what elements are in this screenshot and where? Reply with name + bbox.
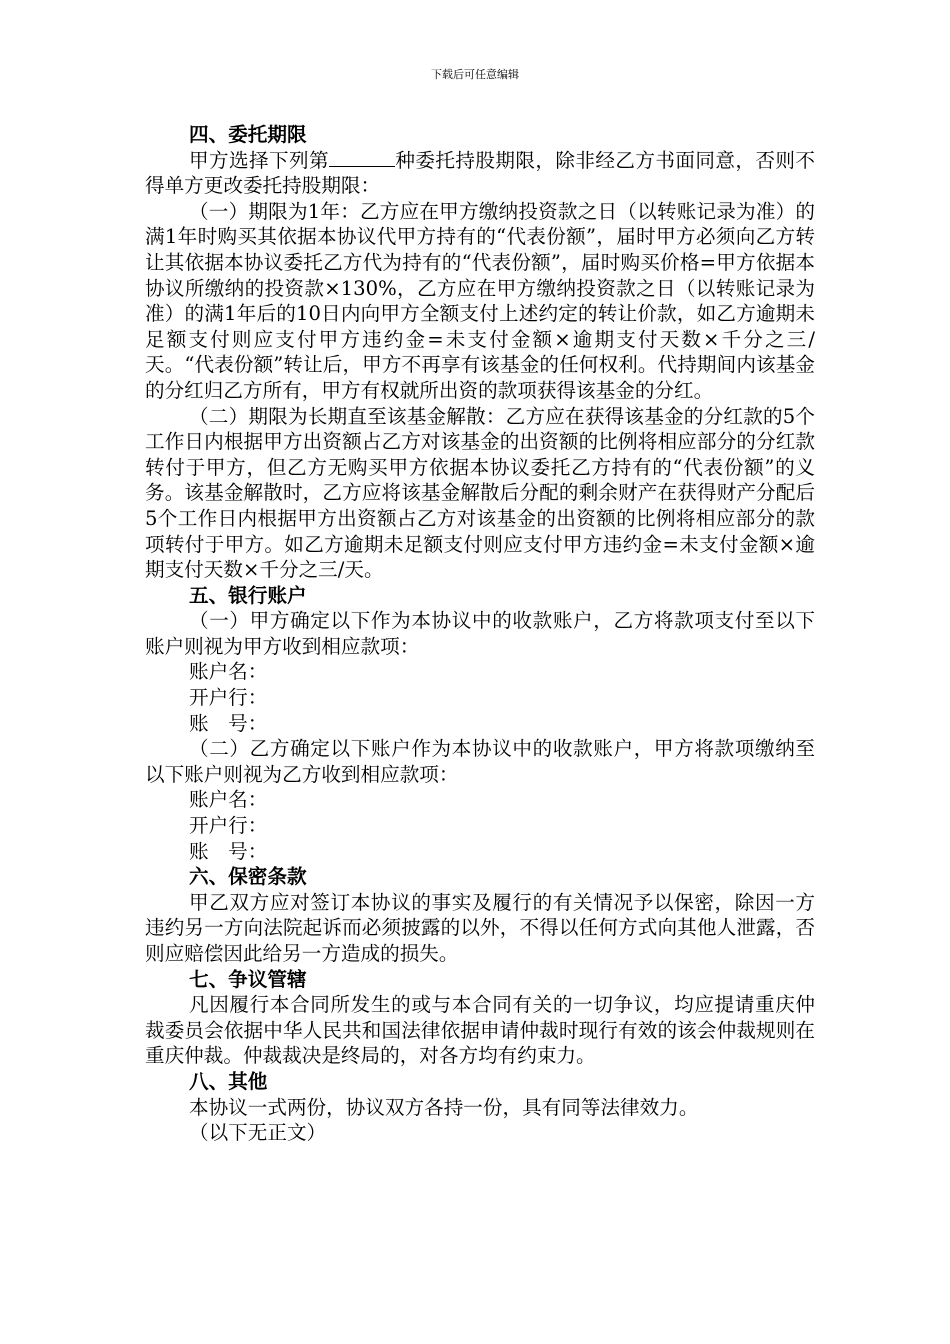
section-heading-bank: 五、银行账户 — [189, 583, 307, 607]
term-intro-text-b: 种委托持股期限，除非经乙方书面同意，否则不得单方更改委托持股期限： — [145, 148, 815, 198]
party-a-account-name: 账户名： — [189, 660, 268, 684]
section-heading-other: 八、其他 — [189, 1069, 268, 1093]
page-header-note: 下载后可任意编辑 — [431, 68, 519, 81]
other-paragraph: 本协议一式两份，协议双方各持一份，具有同等法律效力。 — [189, 1095, 699, 1119]
party-b-bank: 开户行： — [189, 814, 268, 838]
term-option-two: （二）期限为长期直至该基金解散：乙方应在获得该基金的分红款的5个工作日内根据甲方出资额占乙方对该基金的出资额的比例将相应部分的分红款转付于甲方，但乙方无购买甲方依据本协议委托乙方持有的“代表份额”的义务。该基金解散时，乙方应将该基金解散后分配的剩余财产在获得财产分配后5个工作日内根据甲方出资额占乙方对该基金的出资额的比例将相应部分的款项转付于甲方。如乙方逾期未足额支付则应支付甲方违约金=未支付金额×逾期支付天数×千分之三/天。 — [145, 404, 815, 582]
dispute-paragraph: 凡因履行本合同所发生的或与本合同有关的一切争议，均应提请重庆仲裁委员会依据中华人民共和国法律依据申请仲裁时现行有效的该会仲裁规则在重庆仲裁。仲裁裁决是终局的，对各方均有约束力。 — [145, 993, 815, 1068]
document-body — [145, 122, 815, 1146]
party-a-account-no: 账 号： — [189, 711, 268, 735]
section-heading-confidentiality: 六、保密条款 — [189, 865, 307, 889]
term-choice-blank[interactable] — [329, 148, 395, 167]
term-intro-paragraph — [145, 148, 815, 199]
section-heading-dispute: 七、争议管辖 — [189, 967, 307, 991]
party-a-bank: 开户行： — [189, 686, 268, 710]
party-b-account-no: 账 号： — [189, 839, 268, 863]
term-option-one: （一）期限为1年：乙方应在甲方缴纳投资款之日（以转账记录为准）的满1年时购买其依据本协议代甲方持有的“代表份额”，届时甲方必须向乙方转让其依据本协议委托乙方代为持有的“代表份额”，届时购买价格=甲方依据本协议所缴纳的投资款×130%，乙方应在甲方缴纳投资款之日（以转账记录为准）的满1年后的10日内向甲方全额支付上述约定的转让价款，如乙方逾期未足额支付则应支付甲方违约金=未支付金额×逾期支付天数×千分之三/天。“代表份额”转让后，甲方不再享有该基金的任何权利。代持期间内该基金的分红归乙方所有，甲方有权就所出资的款项获得该基金的分红。 — [145, 199, 815, 402]
bank-party-b-paragraph: （二）乙方确定以下账户作为本协议中的收款账户，甲方将款项缴纳至以下账户则视为乙方收到相应款项： — [145, 737, 815, 786]
term-intro-text-a: 甲方选择下列第 — [189, 148, 329, 172]
end-of-text-note: （以下无正文） — [189, 1121, 327, 1145]
bank-party-a-paragraph: （一）甲方确定以下作为本协议中的收款账户，乙方将款项支付至以下账户则视为甲方收到相应款项： — [145, 609, 815, 658]
party-b-account-name: 账户名： — [189, 788, 268, 812]
section-heading-term: 四、委托期限 — [189, 123, 307, 146]
confidentiality-paragraph: 甲乙双方应对签订本协议的事实及履行的有关情况予以保密，除因一方违约另一方向法院起诉而必须披露的以外，不得以任何方式向其他人泄露，否则应赔偿因此给另一方造成的损失。 — [145, 890, 815, 965]
